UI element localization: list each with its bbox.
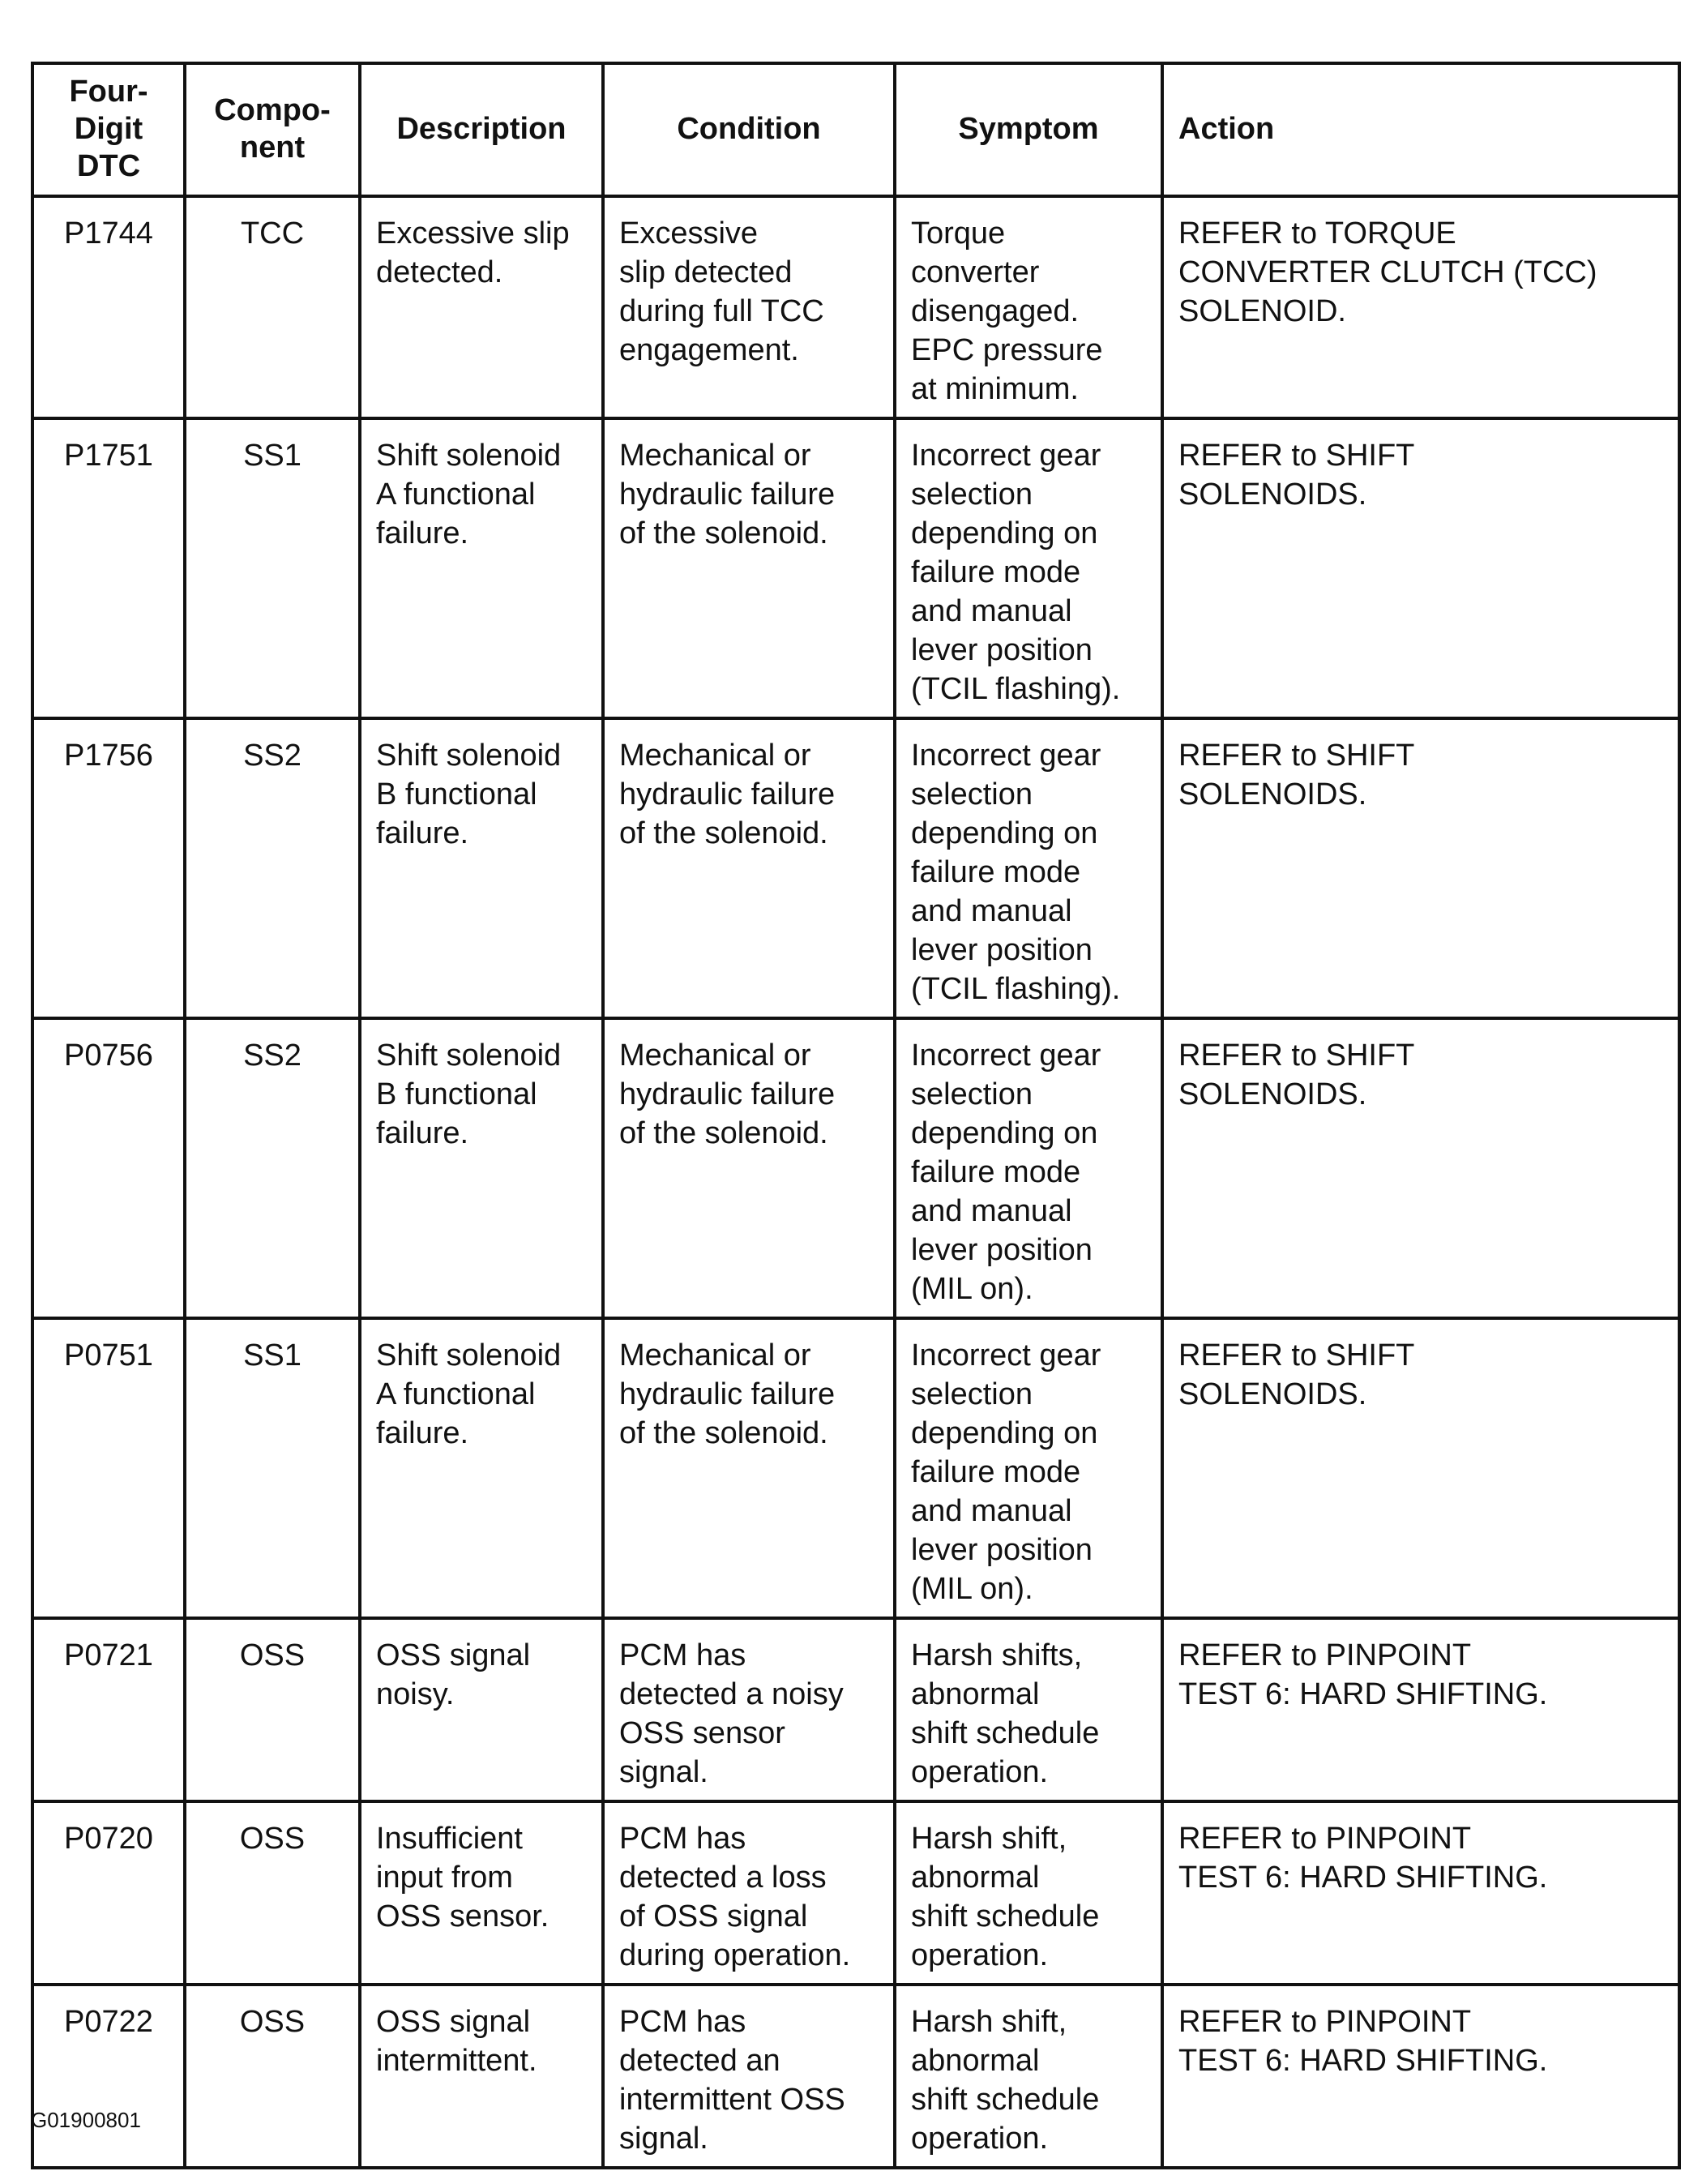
condition-cell: Mechanical or hydraulic failure of the solenoid. xyxy=(603,1318,895,1618)
dtc-cell: P1751 xyxy=(32,418,185,718)
symptom-cell: Harsh shift, abnormal shift schedule operation. xyxy=(895,1801,1162,1985)
table-row xyxy=(32,718,1679,1018)
symptom-cell: Incorrect gear selection depending on failure mode and manual lever position (TCIL flashing). xyxy=(895,718,1162,1018)
table-body xyxy=(32,196,1679,2168)
condition-cell: PCM has detected a noisy OSS sensor signal. xyxy=(603,1618,895,1801)
table-row xyxy=(32,1618,1679,1801)
action-cell: REFER to SHIFT SOLENOIDS. xyxy=(1162,718,1679,1018)
symptom-cell: Torque converter disengaged. EPC pressure at minimum. xyxy=(895,196,1162,418)
component-cell: SS1 xyxy=(185,1318,360,1618)
component-cell: OSS xyxy=(185,1618,360,1801)
component-cell: OSS xyxy=(185,1985,360,2168)
action-cell: REFER to PINPOINT TEST 6: HARD SHIFTING. xyxy=(1162,1618,1679,1801)
component-cell: OSS xyxy=(185,1801,360,1985)
symptom-cell: Incorrect gear selection depending on failure mode and manual lever position (MIL on). xyxy=(895,1018,1162,1318)
dtc-cell: P0720 xyxy=(32,1801,185,1985)
description-cell: Shift solenoid A functional failure. xyxy=(360,1318,603,1618)
header-symptom: Symptom xyxy=(895,63,1162,196)
component-cell: SS1 xyxy=(185,418,360,718)
figure-id: G01900801 xyxy=(31,2108,141,2132)
action-cell: REFER to PINPOINT TEST 6: HARD SHIFTING. xyxy=(1162,1985,1679,2168)
symptom-cell: Incorrect gear selection depending on failure mode and manual lever position (MIL on). xyxy=(895,1318,1162,1618)
dtc-cell: P0721 xyxy=(32,1618,185,1801)
table-row xyxy=(32,1801,1679,1985)
dtc-cell: P0751 xyxy=(32,1318,185,1618)
component-cell: SS2 xyxy=(185,1018,360,1318)
description-cell: OSS signal intermittent. xyxy=(360,1985,603,2168)
dtc-cell: P0756 xyxy=(32,1018,185,1318)
description-cell: Shift solenoid B functional failure. xyxy=(360,1018,603,1318)
header-dtc: Four- Digit DTC xyxy=(32,63,185,196)
table-header xyxy=(32,63,1679,196)
header-action: Action xyxy=(1162,63,1679,196)
header-description: Description xyxy=(360,63,603,196)
description-cell: Excessive slip detected. xyxy=(360,196,603,418)
condition-cell: Excessive slip detected during full TCC engagement. xyxy=(603,196,895,418)
action-cell: REFER to SHIFT SOLENOIDS. xyxy=(1162,418,1679,718)
symptom-cell: Harsh shifts, abnormal shift schedule operation. xyxy=(895,1618,1162,1801)
action-cell: REFER to TORQUE CONVERTER CLUTCH (TCC) SOLENOID. xyxy=(1162,196,1679,418)
symptom-cell: Incorrect gear selection depending on failure mode and manual lever position (TCIL flashing). xyxy=(895,418,1162,718)
table-row xyxy=(32,1018,1679,1318)
table-row xyxy=(32,1985,1679,2168)
symptom-cell: Harsh shift, abnormal shift schedule operation. xyxy=(895,1985,1162,2168)
header-row xyxy=(32,63,1679,196)
description-cell: OSS signal noisy. xyxy=(360,1618,603,1801)
table-row xyxy=(32,1318,1679,1618)
condition-cell: Mechanical or hydraulic failure of the solenoid. xyxy=(603,718,895,1018)
condition-cell: PCM has detected a loss of OSS signal during operation. xyxy=(603,1801,895,1985)
action-cell: REFER to SHIFT SOLENOIDS. xyxy=(1162,1318,1679,1618)
component-cell: SS2 xyxy=(185,718,360,1018)
table-row xyxy=(32,418,1679,718)
description-cell: Insufficient input from OSS sensor. xyxy=(360,1801,603,1985)
description-cell: Shift solenoid A functional failure. xyxy=(360,418,603,718)
dtc-cell: P1744 xyxy=(32,196,185,418)
header-condition: Condition xyxy=(603,63,895,196)
dtc-table xyxy=(31,62,1681,2169)
dtc-cell: P0722 xyxy=(32,1985,185,2168)
condition-cell: PCM has detected an intermittent OSS signal. xyxy=(603,1985,895,2168)
component-cell: TCC xyxy=(185,196,360,418)
header-component: Compo- nent xyxy=(185,63,360,196)
description-cell: Shift solenoid B functional failure. xyxy=(360,718,603,1018)
condition-cell: Mechanical or hydraulic failure of the solenoid. xyxy=(603,1018,895,1318)
condition-cell: Mechanical or hydraulic failure of the solenoid. xyxy=(603,418,895,718)
action-cell: REFER to PINPOINT TEST 6: HARD SHIFTING. xyxy=(1162,1801,1679,1985)
dtc-cell: P1756 xyxy=(32,718,185,1018)
action-cell: REFER to SHIFT SOLENOIDS. xyxy=(1162,1018,1679,1318)
table-row xyxy=(32,196,1679,418)
